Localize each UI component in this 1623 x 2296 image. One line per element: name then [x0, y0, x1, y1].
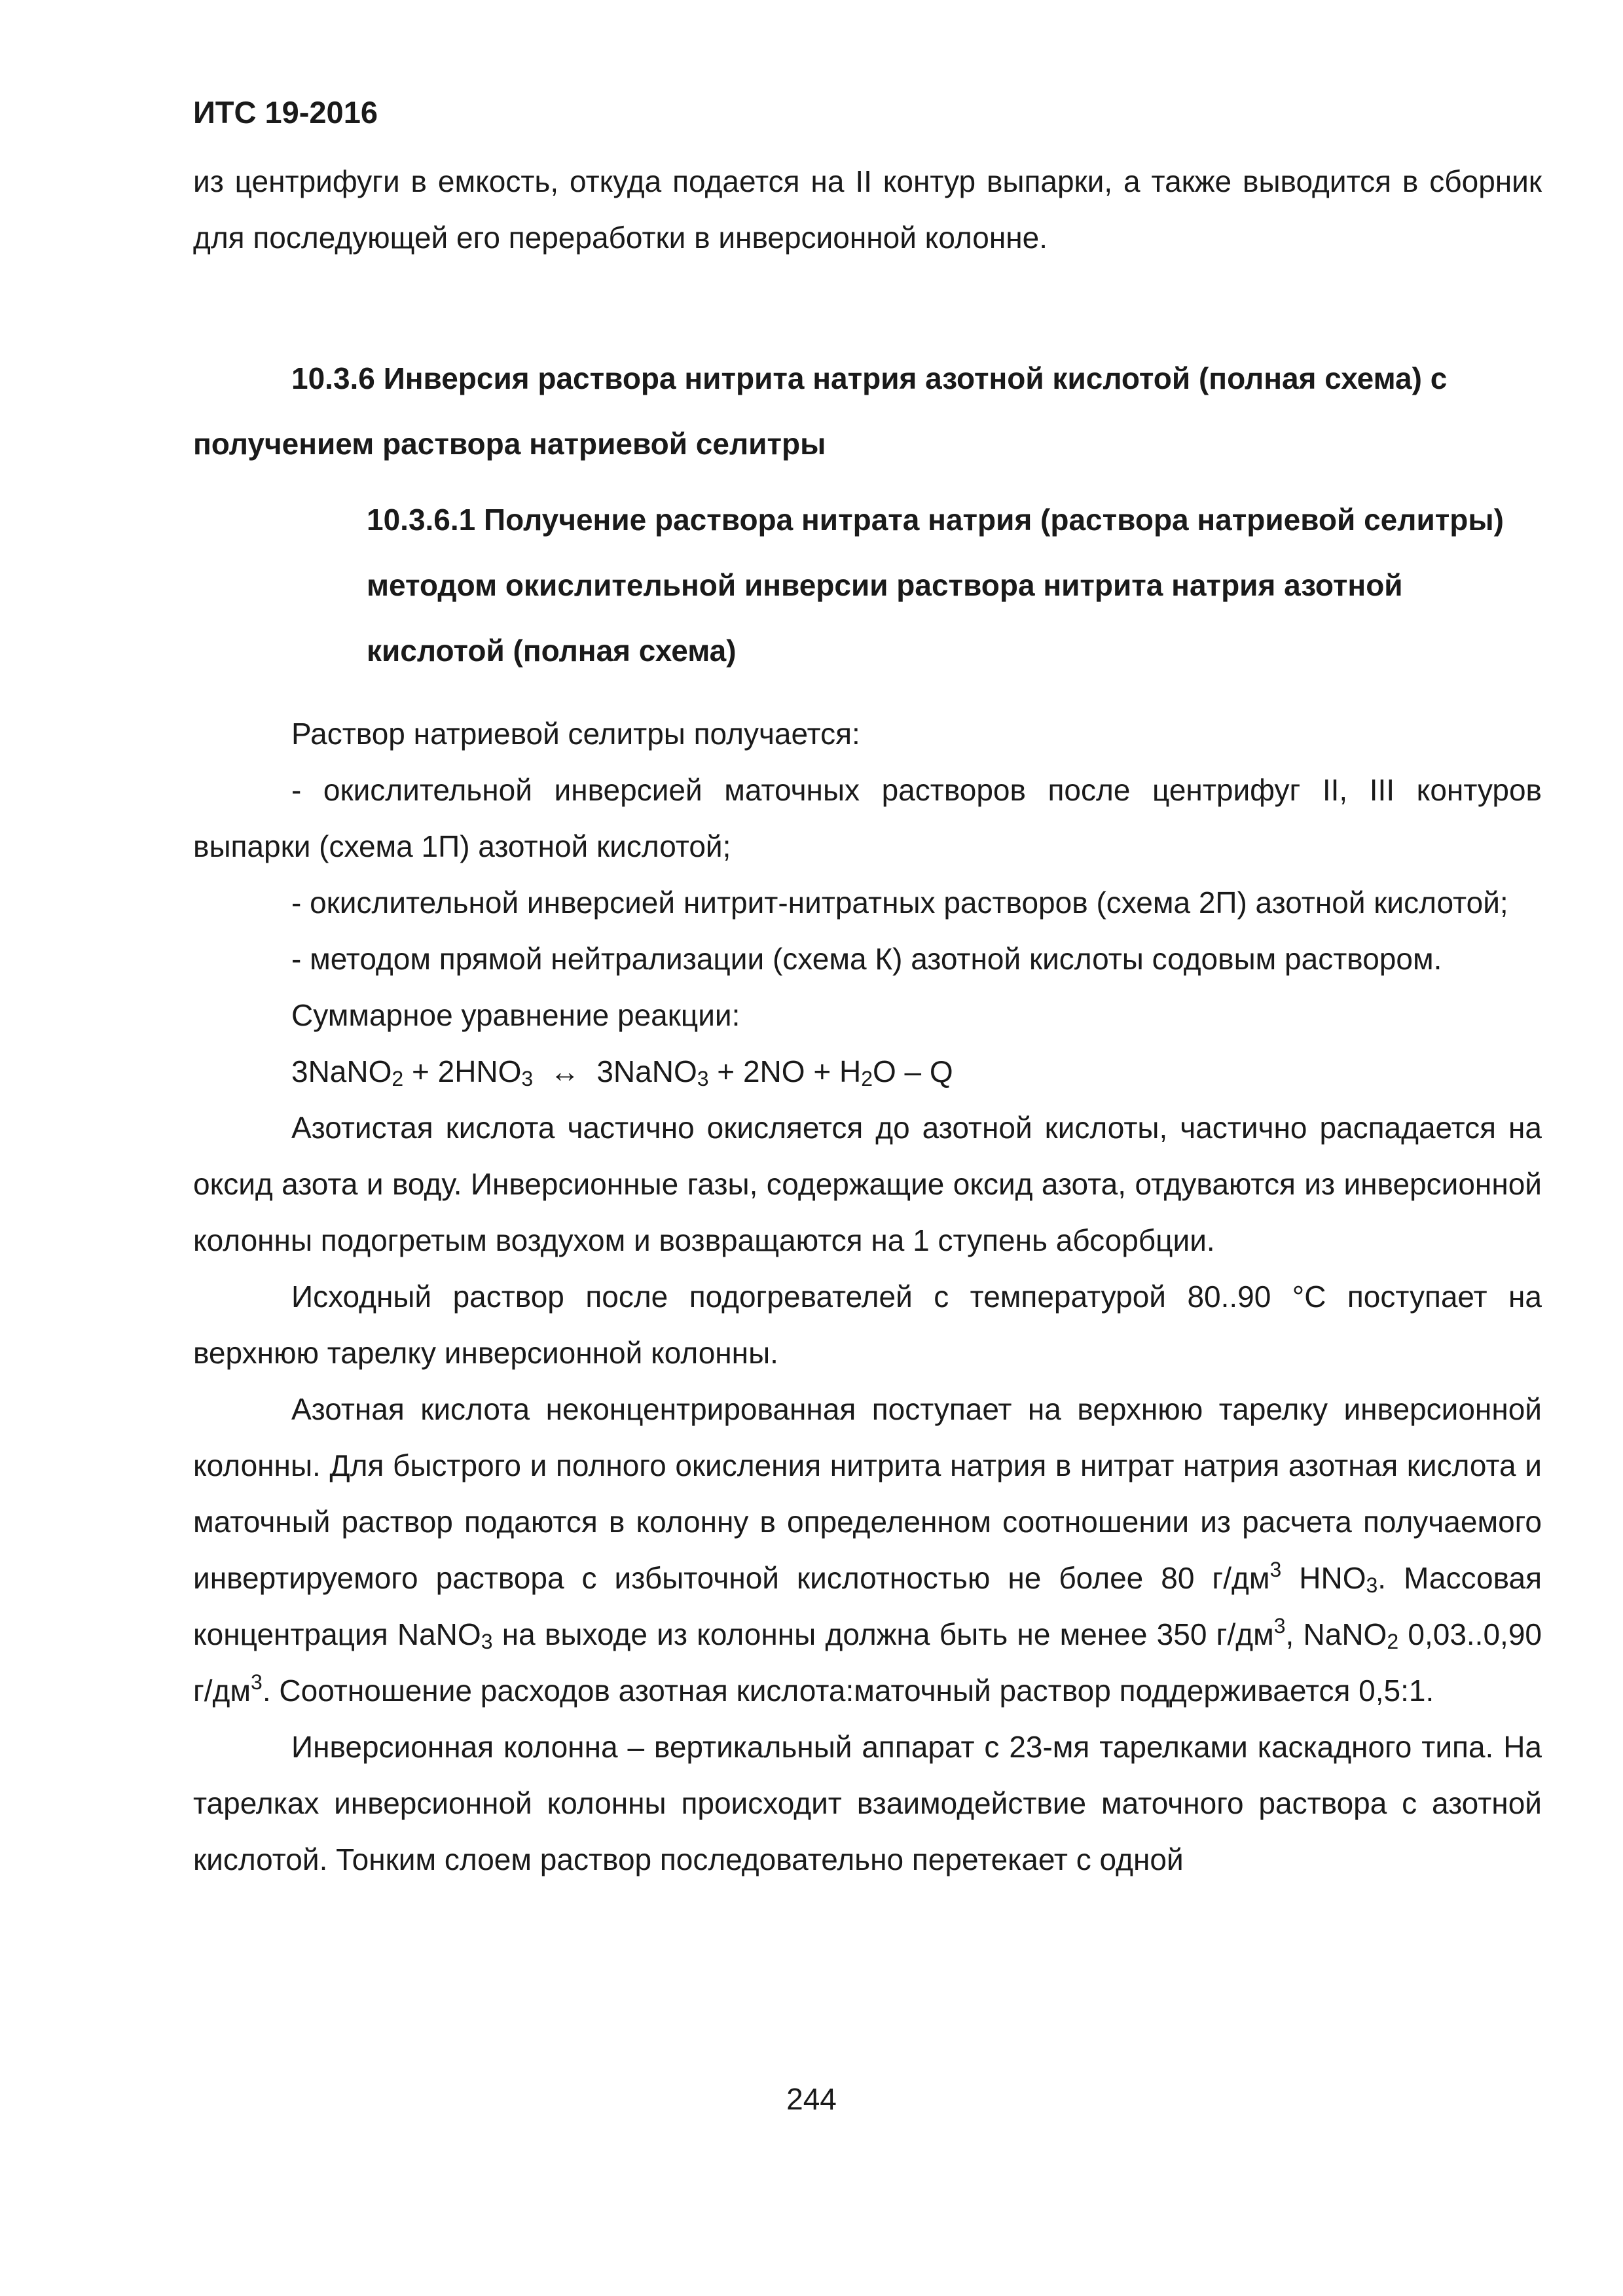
list-item: - окислительной инверсией маточных растворов после центрифуг II, III контуров выпарки (схема 1П) азотной кислотой; [193, 773, 1542, 863]
page-number: 244 [786, 2082, 837, 2116]
intro-paragraph [193, 153, 1542, 266]
main-body [193, 706, 1542, 1888]
paragraph: Азотная кислота неконцентрированная поступает на верхнюю тарелку инверсионной колонны. Для быстрого и полного окисления нитрита натрия в нитрат натрия азотная кислота и маточный раствор подаются в колонну в определенном соотношении из расчета получаемого инвертируемого раствора с избыточной кислотностью не более 80 $г/дм^3$ $HNO_3$. Массовая концентрация NaNO$_3$ на выходе из колонны должна быть не менее 350 $г/дм^3$, NaNO$_2$ 0,03..0,90 $г/дм^3$. Соотношение расходов азотная кислота:маточный раствор поддерживается 0,5:1. [193, 1392, 1542, 1708]
section-title: Инверсия раствора нитрита натрия азотной кислотой (полная схема) с получением раствора натриевой селитры [193, 361, 1448, 461]
intro-text: из центрифуги в емкость, откуда подается на II контур выпарки, а также выводится в сборник для последующей его переработки в инверсионной колонне. [193, 164, 1542, 255]
paragraph: Исходный раствор после подогревателей с температурой 80..90 °С поступает на верхнюю тарелку инверсионной колонны. [193, 1280, 1542, 1370]
document-code-header: ИТС 19-2016 [193, 95, 378, 130]
paragraph: Азотистая кислота частично окисляется до азотной кислоты, частично распадается на оксид азота и воду. Инверсионные газы, содержащие оксид азота, отдуваются из инверсионной колонны подогретым воздухом и возвращаются на 1 ступень абсорбции. [193, 1111, 1542, 1257]
subsection-number: 10.3.6.1 [367, 503, 476, 537]
subsection-heading [367, 487, 1539, 683]
equation-label: Суммарное уравнение реакции: [291, 998, 740, 1032]
list-item: - окислительной инверсией нитрит-нитратных растворов (схема 2П) азотной кислотой; [291, 886, 1508, 920]
subsection-title: Получение раствора нитрата натрия (раствора натриевой селитры) методом окислительной инверсии раствора нитрита натрия азотной кислотой (полная схема) [367, 503, 1504, 668]
section-heading [193, 346, 1542, 476]
section-number: 10.3.6 [291, 361, 375, 395]
paragraph: Инверсионная колонна – вертикальный аппарат с 23-мя тарелками каскадного типа. На тарелках инверсионной колонны происходит взаимодействие маточного раствора с азотной кислотой. Тонким слоем раствор последовательно перетекает с одной [193, 1730, 1542, 1876]
reaction-equation: 3NaNO$_2$ + $2HNO_3$ ↔ 3NaNO$_3$ + $2NO + H_2O - Q$ [291, 1054, 953, 1090]
list-item: - методом прямой нейтрализации (схема К) азотной кислоты содовым раствором. [291, 942, 1442, 976]
paragraph-intro-list: Раствор натриевой селитры получается: [291, 717, 860, 751]
